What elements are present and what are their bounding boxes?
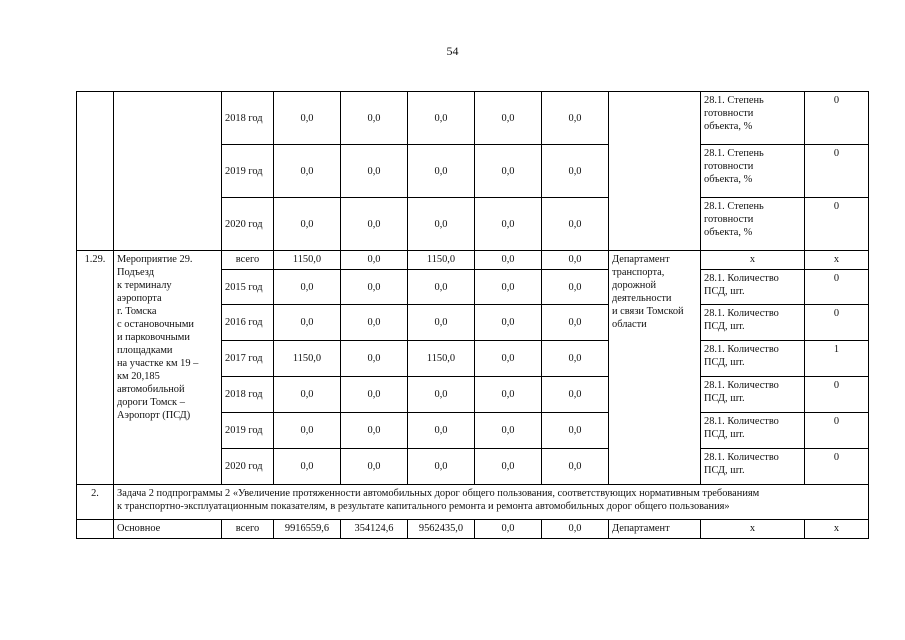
- task-number: 2.: [77, 485, 114, 520]
- value-cell: 0,0: [408, 305, 475, 341]
- indicator-cell: 28.1. Степень готовности объекта, %: [701, 198, 805, 251]
- value-cell: 0,0: [408, 92, 475, 145]
- value-cell: 0,0: [475, 198, 542, 251]
- value-cell: 0,0: [408, 377, 475, 413]
- table-row: [77, 485, 869, 520]
- value-cell: 0,0: [274, 92, 341, 145]
- value-cell: 0,0: [341, 449, 408, 485]
- value-cell: 0,0: [408, 413, 475, 449]
- value-cell: 0,0: [341, 413, 408, 449]
- indicator-value-cell: x: [805, 520, 869, 539]
- indicator-cell: 28.1. Степень готовности объекта, %: [701, 92, 805, 145]
- value-cell: 1150,0: [408, 341, 475, 377]
- value-cell: 0,0: [341, 145, 408, 198]
- indicator-cell: x: [701, 520, 805, 539]
- value-cell: 0,0: [341, 251, 408, 270]
- value-cell: 1150,0: [274, 341, 341, 377]
- value-cell: 0,0: [542, 341, 609, 377]
- value-cell: 0,0: [542, 92, 609, 145]
- value-cell: 0,0: [341, 341, 408, 377]
- period-cell: всего: [222, 251, 274, 270]
- indicator-cell: x: [701, 251, 805, 270]
- value-cell: 0,0: [542, 413, 609, 449]
- page-number: 54: [446, 44, 459, 58]
- indicator-cell: 28.1. Количество ПСД, шт.: [701, 413, 805, 449]
- value-cell: 0,0: [274, 145, 341, 198]
- value-cell: 0,0: [542, 251, 609, 270]
- value-cell: 0,0: [341, 305, 408, 341]
- value-cell: 0,0: [475, 270, 542, 305]
- period-cell: 2018 год: [222, 92, 274, 145]
- measure-executor: Департамент транспорта, дорожной деятельности и связи Томской области: [609, 251, 701, 485]
- number-cell: [77, 520, 114, 539]
- value-cell: 0,0: [274, 449, 341, 485]
- value-cell: 0,0: [475, 413, 542, 449]
- indicator-cell: 28.1. Количество ПСД, шт.: [701, 377, 805, 413]
- indicator-value-cell: 0: [805, 377, 869, 413]
- indicator-value-cell: 0: [805, 198, 869, 251]
- measure-number: 1.29.: [77, 251, 114, 485]
- task-text: Задача 2 подпрограммы 2 «Увеличение протяженности автомобильных дорог общего пользования, соответствующих нормативным требованиям к транспортно-эксплуатационным показателям, в результате капитального ремонта и ремонта автомобильных дорог общего пользования»: [114, 485, 869, 520]
- value-cell: 0,0: [542, 145, 609, 198]
- value-cell: 0,0: [542, 198, 609, 251]
- value-cell: 0,0: [542, 520, 609, 539]
- program-table: [76, 91, 869, 539]
- value-cell: 0,0: [408, 270, 475, 305]
- value-cell: 0,0: [475, 449, 542, 485]
- value-cell: 0,0: [274, 270, 341, 305]
- indicator-cell: 28.1. Количество ПСД, шт.: [701, 305, 805, 341]
- value-cell: 0,0: [542, 377, 609, 413]
- value-cell: 0,0: [542, 449, 609, 485]
- table-row: [77, 520, 869, 539]
- value-cell: 354124,6: [341, 520, 408, 539]
- value-cell: 0,0: [341, 270, 408, 305]
- value-cell: 0,0: [408, 145, 475, 198]
- title-cell: [114, 92, 222, 251]
- value-cell: 0,0: [475, 377, 542, 413]
- value-cell: 0,0: [475, 305, 542, 341]
- value-cell: 0,0: [341, 92, 408, 145]
- indicator-cell: 28.1. Количество ПСД, шт.: [701, 270, 805, 305]
- value-cell: 0,0: [341, 198, 408, 251]
- indicator-value-cell: 0: [805, 92, 869, 145]
- indicator-value-cell: 0: [805, 413, 869, 449]
- title-cell: Основное: [114, 520, 222, 539]
- period-cell: 2016 год: [222, 305, 274, 341]
- value-cell: 0,0: [475, 341, 542, 377]
- value-cell: 0,0: [341, 377, 408, 413]
- value-cell: 9916559,6: [274, 520, 341, 539]
- indicator-cell: 28.1. Количество ПСД, шт.: [701, 341, 805, 377]
- period-cell: 2020 год: [222, 198, 274, 251]
- indicator-value-cell: 0: [805, 449, 869, 485]
- value-cell: 0,0: [408, 198, 475, 251]
- indicator-value-cell: x: [805, 251, 869, 270]
- value-cell: 0,0: [274, 305, 341, 341]
- indicator-cell: 28.1. Степень готовности объекта, %: [701, 145, 805, 198]
- value-cell: 0,0: [274, 377, 341, 413]
- period-cell: 2020 год: [222, 449, 274, 485]
- measure-title: Мероприятие 29. Подъезд к терминалу аэропорта г. Томска с остановочными и парковочными площадками на участке км 19 – км 20,185 автомобильной дороги Томск – Аэропорт (ПСД): [114, 251, 222, 485]
- number-cell: [77, 92, 114, 251]
- period-cell: 2018 год: [222, 377, 274, 413]
- table-row: [77, 92, 869, 145]
- value-cell: 0,0: [408, 449, 475, 485]
- value-cell: 9562435,0: [408, 520, 475, 539]
- value-cell: 0,0: [475, 251, 542, 270]
- indicator-cell: 28.1. Количество ПСД, шт.: [701, 449, 805, 485]
- table-row: [77, 251, 869, 270]
- period-cell: 2017 год: [222, 341, 274, 377]
- value-cell: 0,0: [274, 198, 341, 251]
- period-cell: всего: [222, 520, 274, 539]
- value-cell: 0,0: [475, 92, 542, 145]
- value-cell: 0,0: [475, 145, 542, 198]
- value-cell: 0,0: [542, 270, 609, 305]
- value-cell: 0,0: [475, 520, 542, 539]
- indicator-value-cell: 0: [805, 145, 869, 198]
- executor-cell: Департамент: [609, 520, 701, 539]
- indicator-value-cell: 1: [805, 341, 869, 377]
- period-cell: 2015 год: [222, 270, 274, 305]
- value-cell: 0,0: [274, 413, 341, 449]
- indicator-value-cell: 0: [805, 305, 869, 341]
- period-cell: 2019 год: [222, 145, 274, 198]
- value-cell: 1150,0: [274, 251, 341, 270]
- value-cell: 1150,0: [408, 251, 475, 270]
- indicator-value-cell: 0: [805, 270, 869, 305]
- executor-cell: [609, 92, 701, 251]
- period-cell: 2019 год: [222, 413, 274, 449]
- value-cell: 0,0: [542, 305, 609, 341]
